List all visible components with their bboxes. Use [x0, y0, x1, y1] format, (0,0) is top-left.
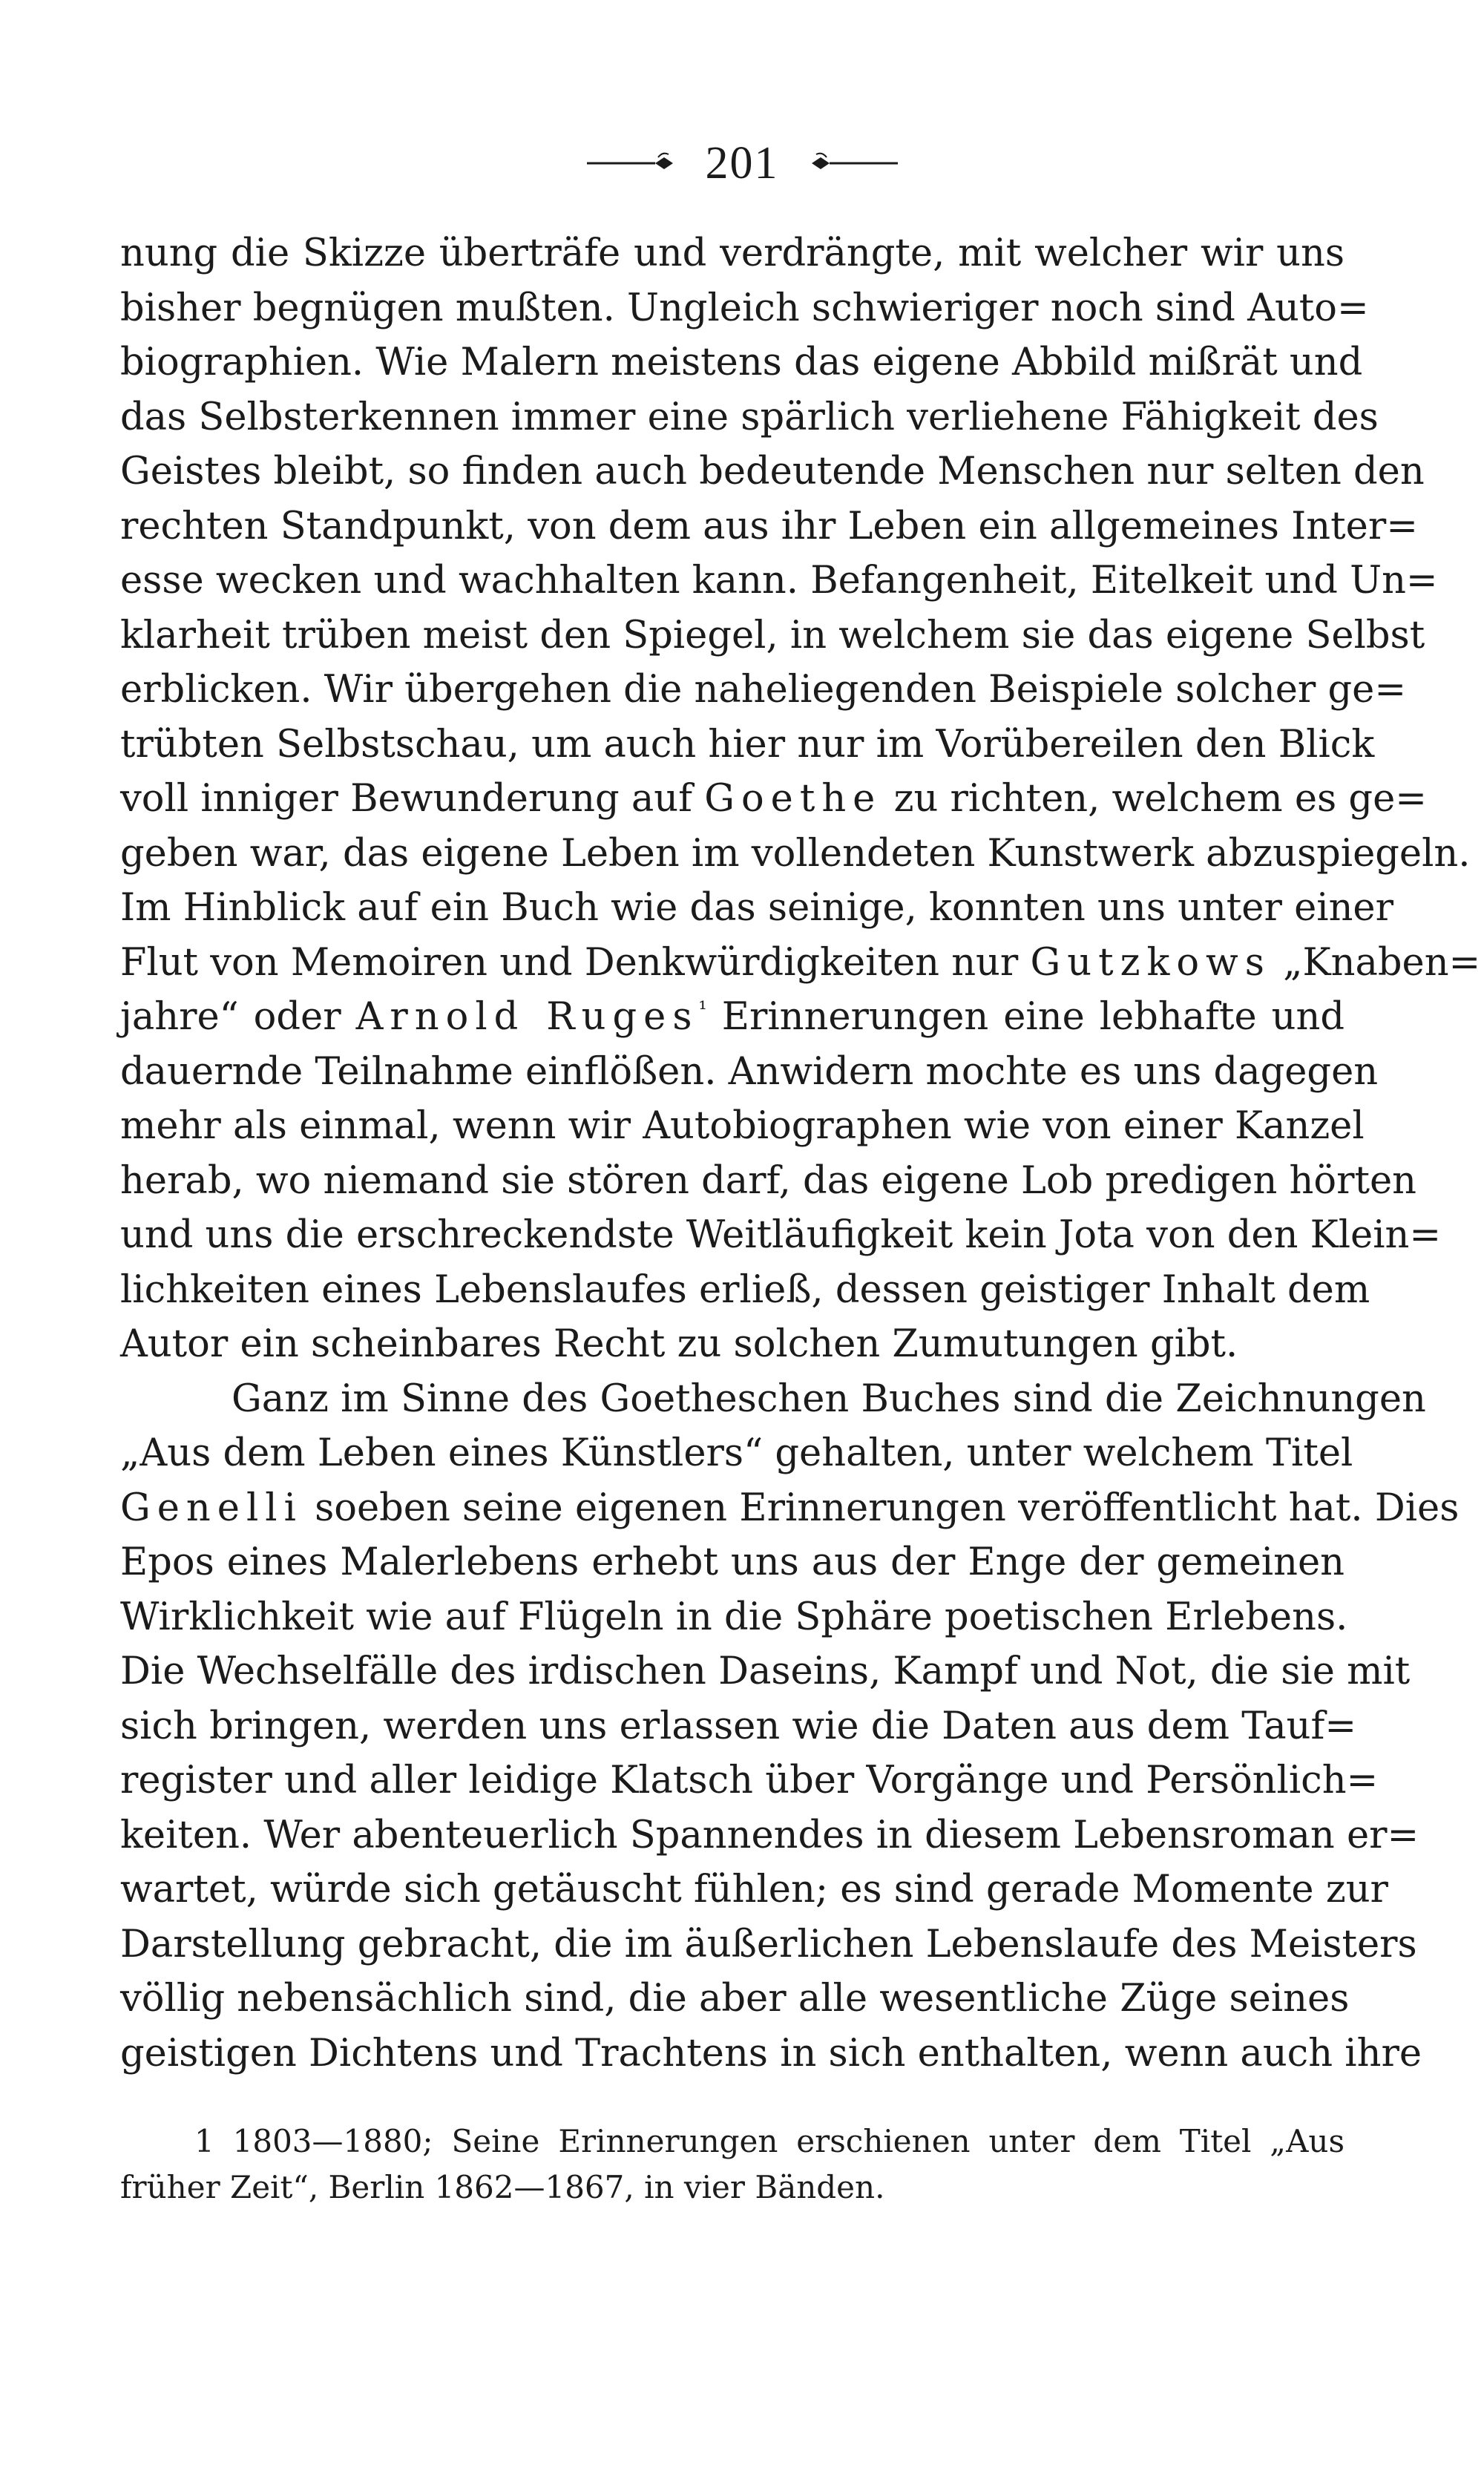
footnote [120, 2119, 1345, 2211]
text-line: herab, wo niemand sie stören darf, das eigene Lob predigen hörten [120, 1158, 1416, 1203]
line-segment: Erinnerungen eine lebhafte und [706, 995, 1345, 1039]
line-segment: soeben seine eigenen Erinnerungen veröffentlicht hat. Dies [302, 1486, 1460, 1530]
text-line: klarheit trüben meist den Spiegel, in welchem sie das eigene Selbst [120, 613, 1425, 657]
text-line [120, 936, 1481, 991]
text-line: erblicken. Wir übergehen die naheliegenden Beispiele solcher ge= [120, 668, 1407, 712]
line-segment: voll inniger Bewunderung auf [120, 777, 705, 821]
page-header [0, 134, 1484, 193]
text-line: Autor ein scheinbares Recht zu solchen Zumutungen gibt. [120, 1322, 1238, 1366]
text-line: nung die Skizze überträfe und verdrängte, mit welcher wir uns [120, 232, 1345, 275]
text-line: völlig nebensächlich sind, die aber alle wesentliche Züge seines [120, 1977, 1350, 2021]
text-line: wartet, würde sich getäuscht fühlen; es sind gerade Momente zur [120, 1868, 1388, 1912]
line-segment: „Knaben= [1270, 940, 1481, 985]
page-number: 201 [705, 137, 779, 188]
text-line: register und aller leidige Klatsch über Vorgänge und Persönlich= [120, 1759, 1379, 1802]
right-ornament-icon [809, 148, 898, 178]
text-line: Wirklichkeit wie auf Flügeln in die Sphäre poetischen Erlebens. [120, 1595, 1348, 1639]
text-line: das Selbsterkennen immer eine spärlich verliehene Fähigkeit des [120, 395, 1379, 439]
spaced-name-gutzkows: Gutzkows [1030, 940, 1271, 985]
text-line: lichkeiten eines Lebenslaufes erließ, dessen geistiger Inhalt dem [120, 1267, 1370, 1312]
paragraph-start-line: Ganz im Sinne des Goetheschen Buches sind die Zeichnungen [232, 1376, 1426, 1421]
text-line: und uns die erschreckendste Weitläufigkeit kein Jota von den Klein= [120, 1213, 1442, 1257]
text-line: keiten. Wer abenteuerlich Spannendes in diesem Lebensroman er= [120, 1813, 1419, 1857]
text-line: rechten Standpunkt, von dem aus ihr Leben ein allgemeines Inter= [120, 504, 1418, 548]
text-line: mehr als einmal, wenn wir Autobiographen wie von einer Kanzel [120, 1104, 1365, 1148]
line-segment: jahre“ oder [120, 995, 356, 1039]
spaced-name-arnold-ruges: Arnold Ruges [355, 995, 699, 1039]
text-line [120, 772, 1427, 827]
text-line: Geistes bleibt, so finden auch bedeutende Menschen nur selten den [120, 450, 1425, 493]
text-line: trübten Selbstschau, um auch hier nur im Vorübereilen den Blick [120, 722, 1375, 767]
text-line: geistigen Dichtens und Trachtens in sich enthalten, wenn auch ihre [120, 2031, 1422, 2075]
text-line: Epos eines Malerlebens erhebt uns aus der Enge der gemeinen [120, 1540, 1345, 1584]
footnote-marker: ¹ [698, 997, 707, 1021]
text-line: esse wecken und wachhalten kann. Befangenheit, Eitelkeit und Un= [120, 559, 1438, 603]
footnote-line: früher Zeit“, Berlin 1862—1867, in vier Bänden. [120, 2169, 885, 2205]
text-line: Die Wechselfälle des irdischen Daseins, Kampf und Not, die sie mit [120, 1650, 1411, 1693]
text-line: dauernde Teilnahme einflößen. Anwidern mochte es uns dagegen [120, 1049, 1379, 1094]
text-line [120, 990, 1345, 1045]
spaced-name-goethe: Goethe [704, 777, 882, 821]
line-segment: Flut von Memoiren und Denkwürdigkeiten nur [120, 940, 1031, 985]
text-line: Darstellung gebracht, die im äußerlichen Lebenslaufe des Meisters [120, 1922, 1417, 1966]
line-segment: zu richten, welchem es ge= [881, 777, 1427, 821]
footnote-line: 1 1803—1880; Seine Erinnerungen erschienen unter dem Titel „Aus [194, 2123, 1345, 2159]
text-line: „Aus dem Leben eines Künstlers“ gehalten, unter welchem Titel [120, 1431, 1353, 1475]
body-text [120, 226, 1481, 2081]
text-line: bisher begnügen mußten. Ungleich schwieriger noch sind Auto= [120, 286, 1369, 330]
spaced-name-genelli: Genelli [120, 1486, 303, 1530]
text-line: geben war, das eigene Leben im vollendeten Kunstwerk abzuspiegeln. [120, 831, 1471, 876]
text-line [120, 1481, 1460, 1536]
text-line: Im Hinblick auf ein Buch wie das seinige, konnten uns unter einer [120, 886, 1393, 930]
text-line: sich bringen, werden uns erlassen wie die Daten aus dem Tauf= [120, 1704, 1357, 1748]
left-ornament-icon [587, 148, 676, 178]
text-line: biographien. Wie Malern meistens das eigene Abbild mißrät und [120, 341, 1363, 384]
